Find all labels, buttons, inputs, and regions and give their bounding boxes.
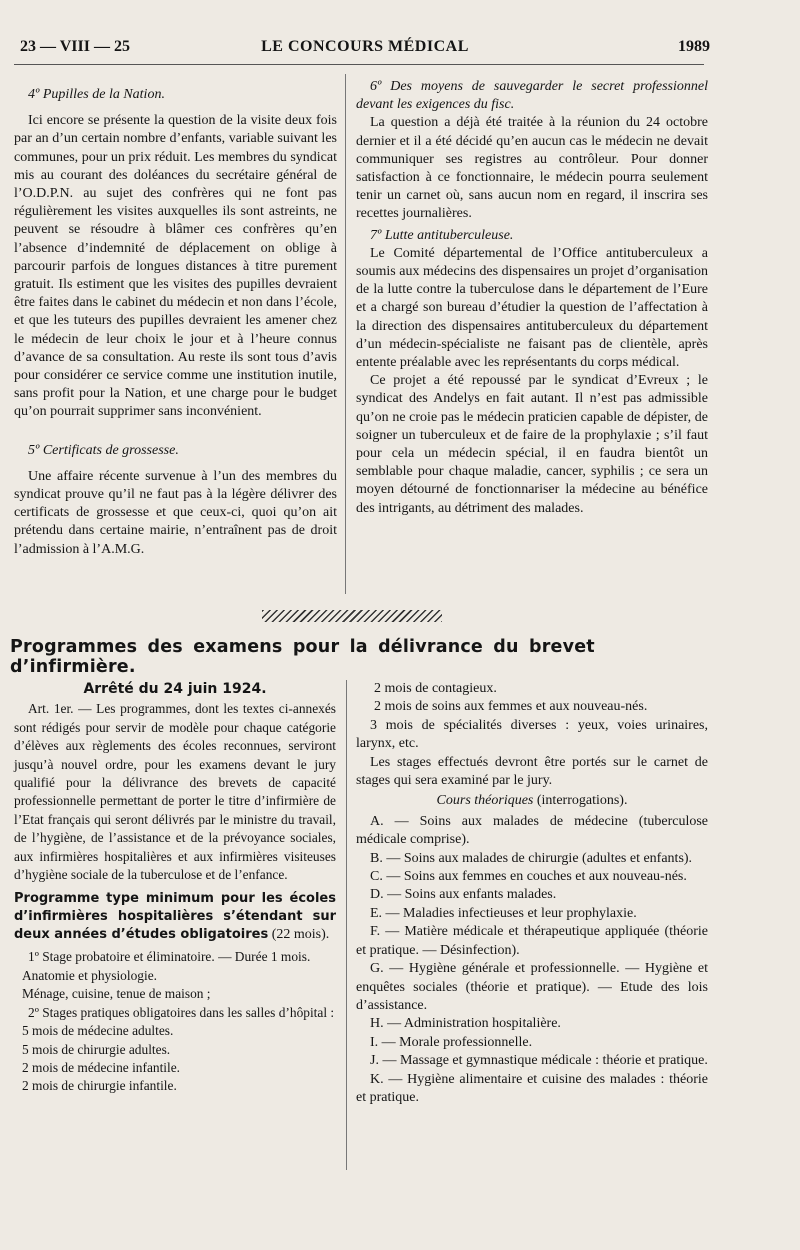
bottom-left-column bbox=[14, 680, 336, 1096]
header-rule bbox=[14, 64, 704, 65]
list-item: 2 mois de chirurgie infantile. bbox=[22, 1078, 177, 1094]
stage-2: 2º Stages pratiques obligatoires dans les salles d’hôpital : bbox=[28, 1004, 335, 1020]
list-item: 2 mois de soins aux femmes et aux nouveau-nés. bbox=[374, 699, 648, 715]
journal-title: LE CONCOURS MÉDICAL bbox=[261, 38, 469, 55]
list-item: 2 mois de médecine infantile. bbox=[22, 1059, 181, 1075]
list-item: 2 mois de contagieux. bbox=[374, 681, 497, 696]
top-right-column bbox=[356, 78, 708, 518]
course-item: K. — Hygiène alimentaire et cuisine des malades : théorie et pratique. bbox=[356, 1071, 708, 1105]
course-item: E. — Maladies infectieuses et leur prophylaxie. bbox=[370, 905, 637, 921]
issue-date: 23 — VIII — 25 bbox=[20, 38, 130, 55]
cours-heading-italic: Cours théoriques bbox=[436, 793, 534, 809]
page-number: 1989 bbox=[678, 38, 710, 55]
course-item: I. — Morale professionnelle. bbox=[370, 1034, 533, 1050]
paragraph-secret: La question a déjà été traitée à la réunion du 24 octobre dernier et il a été décidé qu’en aucun cas le médecin ne devait communiquer ses registres au contrôleur. Pour donner satisfaction à ce fonctionnaire, le médecin pourra seulement tenir un carnet où, sans aucun nom en regard, il inscrira ses recettes journalières. bbox=[356, 115, 708, 222]
paragraph-lutte-1: Le Comité départemental de l’Office antituberculeux a soumis aux médecins des dispensaires un projet d’organisation de la lutte contre la tuberculose dans le département de l’Eure et a chargé son bureau d’étudier la question de l’affectation à la direction des dispensaires antituberculeux du département d’un médecin-spécialiste ne faisant pas de clientèle, après entente préalable avec les représentants du corps médical. bbox=[356, 245, 708, 371]
heading-certificats: 5º Certificats de grossesse. bbox=[28, 442, 179, 458]
course-item: B. — Soins aux malades de chirurgie (adultes et enfants). bbox=[370, 850, 693, 866]
stage-1: 1º Stage probatoire et éliminatoire. — Durée 1 mois. bbox=[28, 949, 311, 965]
list-item: 3 mois de spécialités diverses : yeux, voies urinaires, larynx, etc. bbox=[356, 717, 708, 752]
heading-lutte: 7º Lutte antituberculeuse. bbox=[370, 227, 514, 243]
list-item: 5 mois de médecine adultes. bbox=[22, 1023, 174, 1039]
column-divider-top bbox=[345, 74, 346, 594]
course-item: G. — Hygiène générale et professionnelle. — Hygiène et enquêtes sociales (théorie et pratique). — Etude des lois d’assistance. bbox=[356, 961, 708, 1013]
course-item: C. — Soins aux femmes en couches et aux nouveau-nés. bbox=[370, 869, 687, 885]
list-item: 5 mois de chirurgie adultes. bbox=[22, 1041, 171, 1057]
program-duration: (22 mois). bbox=[268, 927, 330, 943]
program-subhead-bold: Programme type minimum pour les écoles d’infirmières hospitalières s’étendant sur deux années d’études obligatoires bbox=[14, 891, 336, 943]
ornamental-divider bbox=[262, 610, 442, 622]
paragraph-pupilles: Ici encore se présente la question de la visite deux fois par an d’un certain nombre d’enfants, variable suivant les communes, pour un prix réduit. Les membres du syndicat mis au courant des doléances du secrétaire général de l’O.D.P.N. au sujet des confrères qui ne font pas régulièrement les visites auxquelles ils sont astreints, ne peuvent se résoudre à blâmer ces confrères qu’en l’absence d’indemnité de déplacement on oblige à parcourir parfois de longues distances à titre purement gratuit. Ils estiment que les visites des pupilles devraient être faites dans le cabinet du médecin et non dans l’école, et que les tuteurs des pupilles devraient les amener chez le médecin de leur choix le jour et à l’heure connus d’avance de sa consultation. Au reste ils sont tous d’avis pour considérer ce service comme une institution inutile, sans profit pour la Nation, et une charge pour le budget qu’on pourrait supprimer sans inconvénient. bbox=[14, 113, 337, 420]
list-item: Ménage, cuisine, tenue de maison ; bbox=[22, 986, 211, 1002]
program-subhead bbox=[14, 890, 336, 944]
course-item: J. — Massage et gymnastique médicale : théorie et pratique. bbox=[370, 1053, 708, 1069]
course-item: A. — Soins aux malades de médecine (tuberculose médicale comprise). bbox=[356, 813, 708, 848]
stages-note: Les stages effectués devront être portés sur le carnet de stages qui sera examiné par le jury. bbox=[356, 754, 708, 789]
decree-title: Arrêté du 24 juin 1924. bbox=[83, 681, 267, 697]
course-item: F. — Matière médicale et thérapeutique appliquée (théorie et pratique. — Désinfection). bbox=[356, 924, 708, 958]
list-item: Anatomie et physiologie. bbox=[22, 967, 157, 983]
heading-pupilles: 4º Pupilles de la Nation. bbox=[28, 87, 165, 102]
cours-heading-note: (interrogations). bbox=[533, 793, 628, 809]
section-title: Programmes des examens pour la délivrance du brevet d’infirmière. bbox=[10, 637, 595, 677]
paragraph-certificats: Une affaire récente survenue à l’un des membres du syndicat prouve qu’il ne faut pas à la légère délivrer des certificats de grossesse et que ceux-ci, quoi qu’on ait prétendu dans certaine mairie, n’entraînent pas de droit l’admission à l’A.M.G. bbox=[14, 468, 337, 557]
course-item: D. — Soins aux enfants malades. bbox=[370, 887, 557, 903]
column-divider-bottom bbox=[346, 680, 347, 1170]
heading-secret: 6º Des moyens de sauvegarder le secret professionnel devant les exigences du fisc. bbox=[356, 79, 708, 113]
bottom-right-column bbox=[356, 680, 708, 1107]
cours-heading bbox=[356, 792, 708, 810]
course-item: H. — Administration hospitalière. bbox=[370, 1016, 561, 1032]
top-left-column bbox=[14, 86, 337, 559]
page-header bbox=[20, 38, 710, 62]
paragraph-lutte-2: Ce projet a été repoussé par le syndicat d’Evreux ; le syndicat des Andelys en fait autant. Il n’est pas admissible qu’on ne croie pas le médecin praticien capable de dépister, de soigner un tuberculeux et de faire de la prophylaxie ; s’il faut pour cela un médecin spécial, il en faudra bientôt un semblable pour chaque maladie, cancer, syphilis ; ce sera un moyen détourné de fonctionnariser la médecine au bénéfice des intrigants, au détriment des malades. bbox=[356, 373, 708, 516]
article-1: Art. 1er. — Les programmes, dont les textes ci-annexés sont rédigés pour servir de modèle pour chaque catégorie d’élèves aux règlements des écoles reconnues, serviront jusqu’à nouvel ordre, pour les examens devant le jury qualifié pour la délivrance des brevets de capacité professionnelle permettant de porter le titre d’infirmière de l’Etat français qui seront délivrés par le ministre du travail, de l’hygiène, de l’assistance et de la prévoyance sociales, aux infirmières hospitalières et aux infirmières visiteuses d’hygiène sociale de la tuberculose et de l’enfance. bbox=[14, 701, 336, 883]
